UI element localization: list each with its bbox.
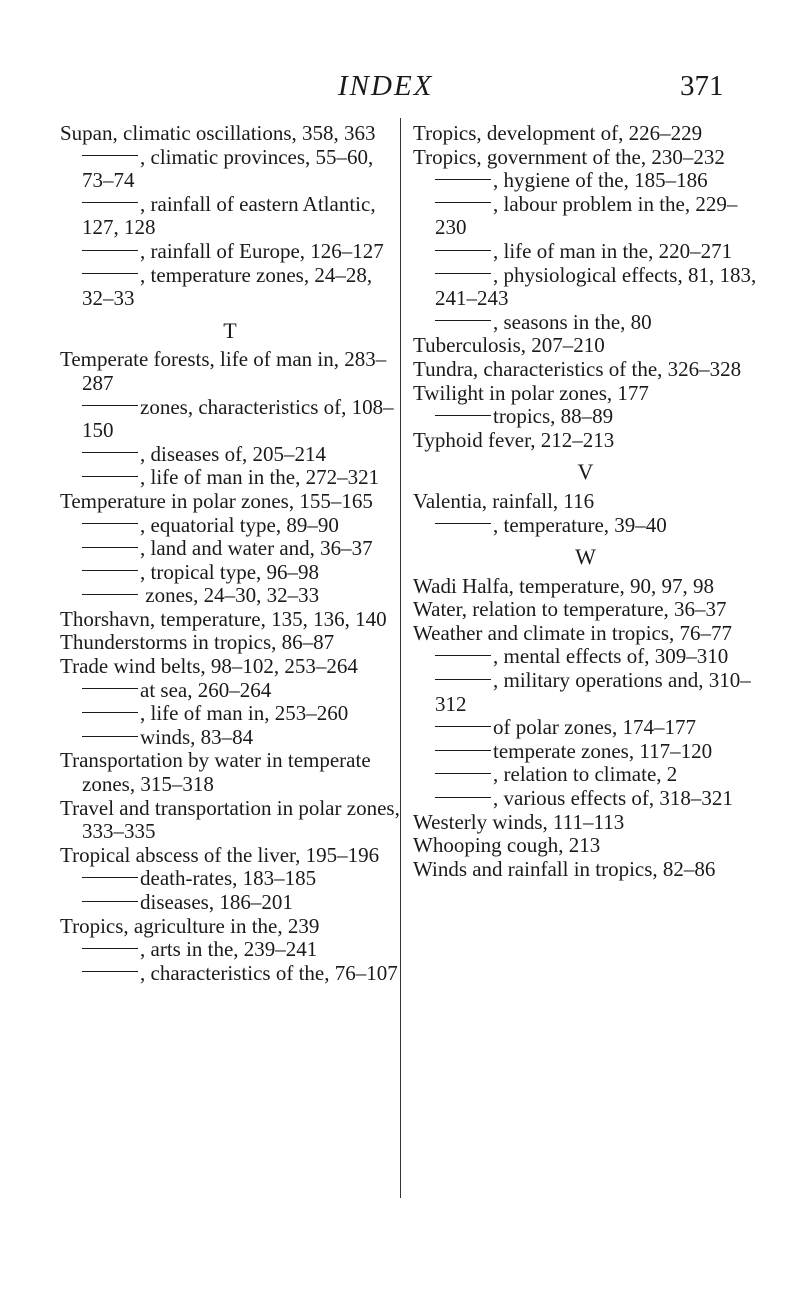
entry-text: , physiological effects, 81, 183, 241–243 — [435, 262, 757, 311]
page-number: 371 — [680, 70, 724, 102]
entry-text: , labour problem in the, 229–230 — [435, 191, 738, 240]
entry-text: at sea, 260–264 — [140, 677, 272, 702]
entry-text: , equatorial type, 89–90 — [140, 512, 339, 537]
repeat-dash — [82, 155, 138, 156]
repeat-dash — [82, 901, 138, 902]
entry-text: Twilight in polar zones, 177 — [413, 380, 649, 405]
entry-text: Trade wind belts, 98–102, 253–264 — [60, 654, 358, 679]
index-subentry — [413, 514, 758, 538]
index-subentry — [60, 537, 400, 561]
index-subentry — [413, 169, 758, 193]
entry-text: Westerly winds, 111–113 — [413, 809, 625, 834]
index-entry — [413, 122, 758, 146]
section-letter: V — [577, 459, 594, 485]
index-entry — [413, 598, 758, 622]
index-entry — [60, 797, 400, 844]
index-subentry — [60, 938, 400, 962]
index-subentry — [60, 193, 400, 240]
entry-text: Winds and rainfall in tropics, 82–86 — [413, 856, 716, 881]
entry-text: , relation to climate, 2 — [493, 762, 678, 787]
repeat-dash — [82, 250, 138, 251]
entry-text: Tundra, characteristics of the, 326–328 — [413, 356, 742, 381]
entry-text: , characteristics of the, 76–107 — [140, 960, 398, 985]
entry-text: Supan, climatic oscillations, 358, 363 — [60, 121, 376, 145]
repeat-dash — [435, 523, 491, 524]
entry-text: , land and water and, 36–37 — [140, 536, 373, 561]
index-entry — [413, 429, 758, 453]
entry-text: , seasons in the, 80 — [493, 309, 652, 334]
index-entry — [413, 834, 758, 858]
repeat-dash — [435, 726, 491, 727]
entry-text: , climatic provinces, 55–60, 73–74 — [82, 144, 374, 193]
entry-text: zones, characteristics of, 108–150 — [82, 394, 394, 443]
index-entry — [413, 382, 758, 406]
entry-text: , military operations and, 310–312 — [435, 668, 751, 716]
repeat-dash — [82, 712, 138, 713]
index-entry — [413, 575, 758, 599]
index-entry — [413, 358, 758, 382]
entry-text: tropics, 88–89 — [493, 404, 614, 429]
index-subentry — [60, 584, 400, 608]
repeat-dash — [82, 405, 138, 406]
entry-text: Tropics, agriculture in the, 239 — [60, 913, 320, 938]
index-subentry — [413, 311, 758, 335]
repeat-dash — [435, 773, 491, 774]
repeat-dash — [82, 688, 138, 689]
section-letter: W — [575, 544, 596, 570]
index-subentry — [60, 726, 400, 750]
repeat-dash — [435, 679, 491, 680]
entry-text: , hygiene of the, 185–186 — [493, 168, 708, 193]
left-index-column — [60, 122, 400, 985]
repeat-dash — [435, 797, 491, 798]
repeat-dash — [82, 547, 138, 548]
index-subentry — [60, 514, 400, 538]
section-letter: T — [223, 317, 237, 343]
repeat-dash — [435, 250, 491, 251]
index-subentry — [413, 264, 758, 311]
index-entry — [60, 631, 400, 655]
index-entry — [413, 622, 758, 646]
entry-text: Thunderstorms in tropics, 86–87 — [60, 630, 335, 655]
index-entry — [413, 146, 758, 170]
entry-text: death-rates, 183–185 — [140, 866, 317, 891]
entry-text: Wadi Halfa, temperature, 90, 97, 98 — [413, 573, 714, 598]
entry-text: temperate zones, 117–120 — [493, 738, 713, 763]
repeat-dash — [82, 452, 138, 453]
index-entry — [60, 122, 400, 146]
repeat-dash — [435, 415, 491, 416]
entry-text: zones, 24–30, 32–33 — [140, 583, 320, 608]
index-entry — [60, 655, 400, 679]
entry-text: , life of man in the, 220–271 — [493, 238, 733, 263]
running-title: INDEX — [338, 70, 434, 102]
repeat-dash — [82, 202, 138, 203]
entry-text: Tropics, government of the, 230–232 — [413, 144, 725, 169]
entry-text: Thorshavn, temperature, 135, 136, 140 — [60, 606, 387, 631]
index-subentry — [60, 702, 400, 726]
index-subentry — [60, 561, 400, 585]
index-entry — [60, 844, 400, 868]
repeat-dash — [82, 948, 138, 949]
entry-text: Travel and transportation in polar zones, 333–335 — [60, 795, 400, 844]
repeat-dash — [435, 655, 491, 656]
index-subentry — [413, 740, 758, 764]
entry-text: Tropics, development of, 226–229 — [413, 121, 703, 145]
index-entry — [413, 490, 758, 514]
entry-text: , life of man in, 253–260 — [140, 701, 349, 726]
index-subentry — [60, 443, 400, 467]
index-subentry — [413, 716, 758, 740]
index-subentry — [60, 146, 400, 193]
entry-text: , various effects of, 318–321 — [493, 786, 733, 811]
repeat-dash — [82, 523, 138, 524]
index-subentry — [60, 396, 400, 443]
index-subentry — [413, 193, 758, 240]
entry-text: , temperature zones, 24–28, 32–33 — [82, 262, 373, 311]
index-subentry — [60, 891, 400, 915]
entry-text: Transportation by water in temperate zones, 315–318 — [60, 748, 371, 797]
repeat-dash — [82, 594, 138, 595]
entry-text: , mental effects of, 309–310 — [493, 644, 729, 669]
entry-text: Valentia, rainfall, 116 — [413, 488, 595, 513]
index-subentry — [60, 679, 400, 703]
index-entry — [60, 348, 400, 395]
entry-text: Whooping cough, 213 — [413, 833, 601, 858]
index-entry — [413, 334, 758, 358]
entry-text: , temperature, 39–40 — [493, 512, 667, 537]
entry-text: winds, 83–84 — [140, 724, 254, 749]
entry-text: Tuberculosis, 207–210 — [413, 333, 605, 358]
repeat-dash — [435, 202, 491, 203]
index-subentry — [413, 645, 758, 669]
index-subentry — [413, 787, 758, 811]
repeat-dash — [435, 320, 491, 321]
entry-text: Water, relation to temperature, 36–37 — [413, 597, 727, 622]
index-entry — [60, 915, 400, 939]
repeat-dash — [82, 971, 138, 972]
entry-text: , tropical type, 96–98 — [140, 559, 320, 584]
index-entry — [60, 608, 400, 632]
entry-text: , life of man in the, 272–321 — [140, 465, 380, 490]
entry-text: Typhoid fever, 212–213 — [413, 427, 615, 452]
entry-text: Tropical abscess of the liver, 195–196 — [60, 842, 380, 867]
index-entry — [413, 811, 758, 835]
index-entry — [60, 490, 400, 514]
index-subentry — [413, 405, 758, 429]
entry-text: Temperate forests, life of man in, 283–287 — [60, 347, 387, 395]
repeat-dash — [82, 476, 138, 477]
repeat-dash — [82, 273, 138, 274]
entry-text: of polar zones, 174–177 — [493, 715, 696, 740]
repeat-dash — [82, 570, 138, 571]
entry-text: , rainfall of eastern Atlantic, 127, 128 — [82, 191, 376, 240]
index-entry — [413, 858, 758, 882]
index-subentry — [60, 466, 400, 490]
repeat-dash — [435, 750, 491, 751]
index-subentry — [413, 669, 758, 716]
entry-text: Temperature in polar zones, 155–165 — [60, 488, 373, 513]
repeat-dash — [82, 736, 138, 737]
repeat-dash — [435, 273, 491, 274]
entry-text: Weather and climate in tropics, 76–77 — [413, 620, 733, 645]
entry-text: , rainfall of Europe, 126–127 — [140, 238, 384, 263]
entry-text: , diseases of, 205–214 — [140, 441, 327, 466]
page-header — [0, 60, 800, 110]
column-divider — [400, 118, 401, 1198]
index-subentry — [60, 240, 400, 264]
entry-text: , arts in the, 239–241 — [140, 937, 318, 962]
index-subentry — [413, 240, 758, 264]
index-subentry — [413, 763, 758, 787]
index-subentry — [60, 264, 400, 311]
index-entry — [60, 749, 400, 796]
repeat-dash — [435, 179, 491, 180]
index-subentry — [60, 867, 400, 891]
right-index-column — [413, 122, 758, 881]
entry-text: diseases, 186–201 — [140, 890, 293, 914]
repeat-dash — [82, 877, 138, 878]
index-subentry — [60, 962, 400, 986]
